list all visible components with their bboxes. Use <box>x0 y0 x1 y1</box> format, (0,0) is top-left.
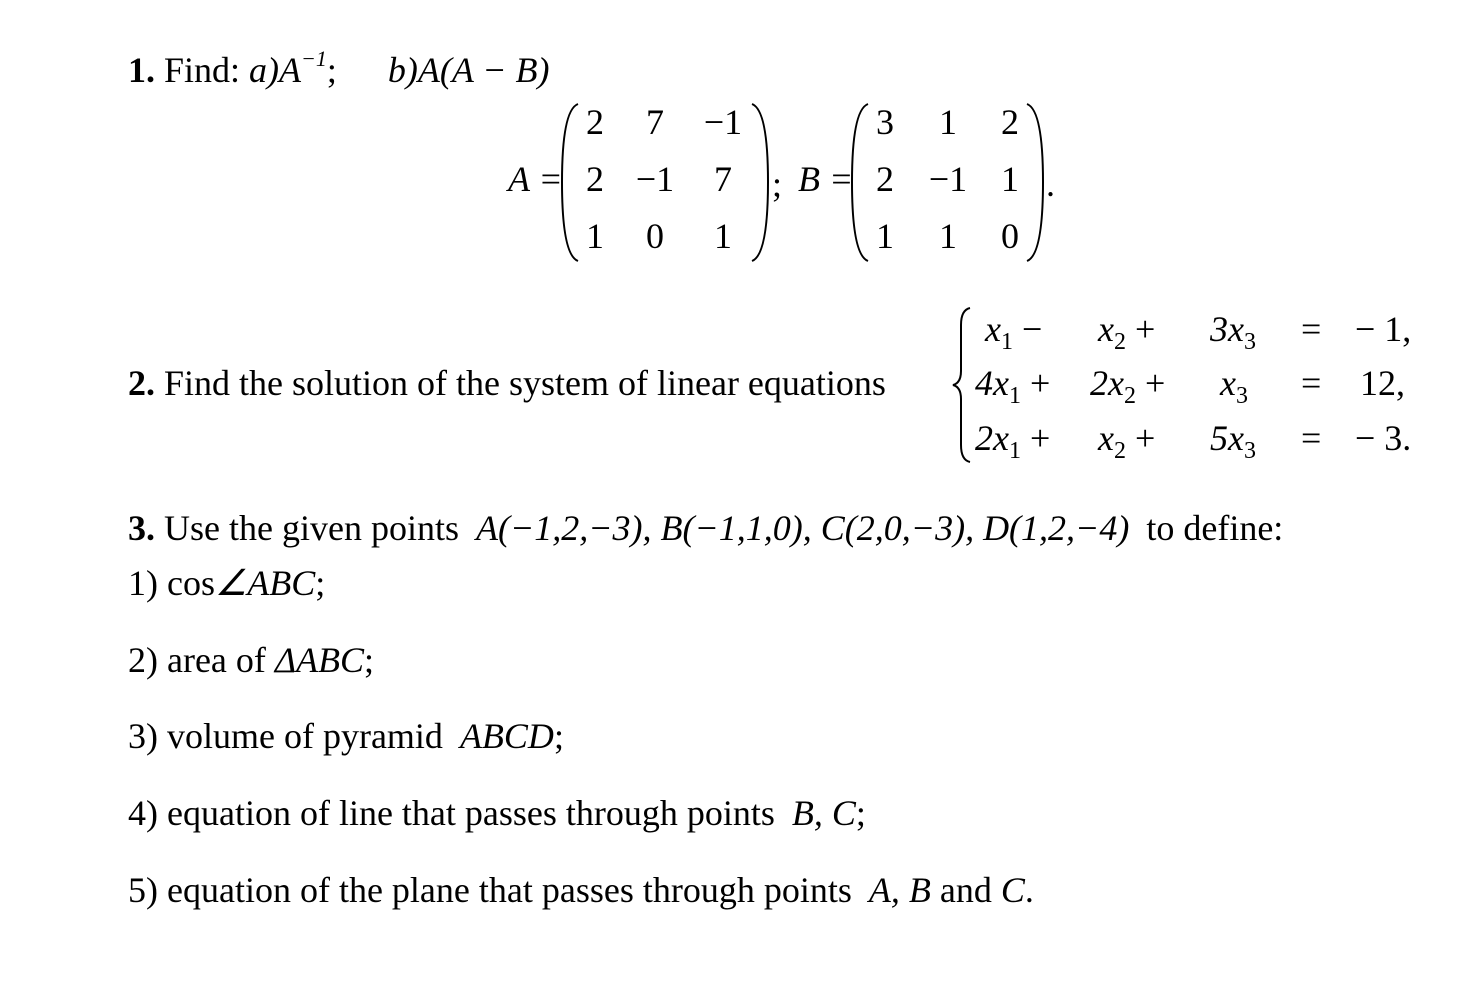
equation-term: $x_1$ − <box>985 309 1043 355</box>
matrix-b-cell: 2 <box>876 159 894 199</box>
equation-term: $2x_2$ + <box>1090 363 1166 409</box>
problem-1-heading <box>128 46 550 90</box>
matrix-b-cell: 2 <box>1001 102 1019 142</box>
matrix-b-cell: 0 <box>1001 216 1019 256</box>
matrix-a-cell: 0 <box>646 216 664 256</box>
matrix-a-cell: −1 <box>703 102 743 142</box>
matrix-b-cell: 1 <box>939 216 957 256</box>
equation-term: $3x_3$ <box>1210 309 1256 355</box>
matrix-a-cell: 7 <box>714 159 732 199</box>
part-a: $a)A^{-1}$ <box>249 46 327 90</box>
equals-sign: = <box>1301 363 1322 403</box>
part-b: b)A(A − B) <box>387 50 550 90</box>
matrix-b-cell: 1 <box>876 216 894 256</box>
list-item: 2) area of ΔABC; <box>128 640 375 680</box>
matrix-b-cell: 1 <box>1001 159 1019 199</box>
matrix-end-period: . <box>1046 164 1055 204</box>
problem-1-prompt: Find: <box>164 50 241 90</box>
matrix-b-cell: −1 <box>928 159 968 199</box>
matrix-separator: ; <box>772 164 783 204</box>
matrix-a-cell: 2 <box>586 102 604 142</box>
equation-term: $4x_1$ + <box>975 363 1051 409</box>
problem-1-number: 1. <box>128 50 155 90</box>
equation-term: $2x_1$ + <box>975 418 1051 464</box>
problem-3-text: Use the given points <box>164 508 459 548</box>
matrix-a-label: A = <box>508 159 563 199</box>
equals-sign: = <box>1301 309 1322 349</box>
equation-term: $x_2$ + <box>1098 309 1156 355</box>
equation-system <box>975 305 1415 465</box>
matrix-b-label: B = <box>798 159 854 199</box>
problem-3-text-after: to define: <box>1146 508 1284 548</box>
problem-2-text: Find the solution of the system of linear equations <box>164 363 886 403</box>
matrix-b <box>850 100 1045 265</box>
equation-rhs: 12, <box>1360 363 1405 403</box>
matrix-a-cell: −1 <box>635 159 675 199</box>
problem-3-number: 3. <box>128 508 155 548</box>
matrix-a-cell: 1 <box>586 216 604 256</box>
matrix-a-cell: 1 <box>714 216 732 256</box>
problem-2-heading <box>128 363 886 403</box>
matrix-a-cell: 2 <box>586 159 604 199</box>
equation-rhs: − 1, <box>1355 309 1412 349</box>
equation-term: $5x_3$ <box>1210 418 1256 464</box>
list-item: 4) equation of line that passes through points B, C; <box>128 793 866 833</box>
problem-2-number: 2. <box>128 363 155 403</box>
matrix-b-cell: 1 <box>939 102 957 142</box>
equation-term: $x_3$ <box>1220 363 1248 409</box>
list-item: 3) volume of pyramid ABCD; <box>128 716 564 756</box>
problem-3-heading <box>128 508 1283 548</box>
matrix-b-cell: 3 <box>876 102 894 142</box>
list-item: 1) cos∠ABC; <box>128 563 326 603</box>
matrix-a <box>560 100 770 265</box>
equation-rhs: − 3. <box>1355 418 1412 458</box>
matrix-a-cell: 7 <box>646 102 664 142</box>
problem-3-points: A(−1,2,−3), B(−1,1,0), C(2,0,−3), D(1,2,−4) <box>475 508 1130 548</box>
list-item: 5) equation of the plane that passes through points A, B and C. <box>128 870 1034 910</box>
equation-term: $x_2$ + <box>1098 418 1156 464</box>
equals-sign: = <box>1301 418 1322 458</box>
system-brace <box>950 305 974 465</box>
part-a-separator: ; <box>326 50 337 90</box>
